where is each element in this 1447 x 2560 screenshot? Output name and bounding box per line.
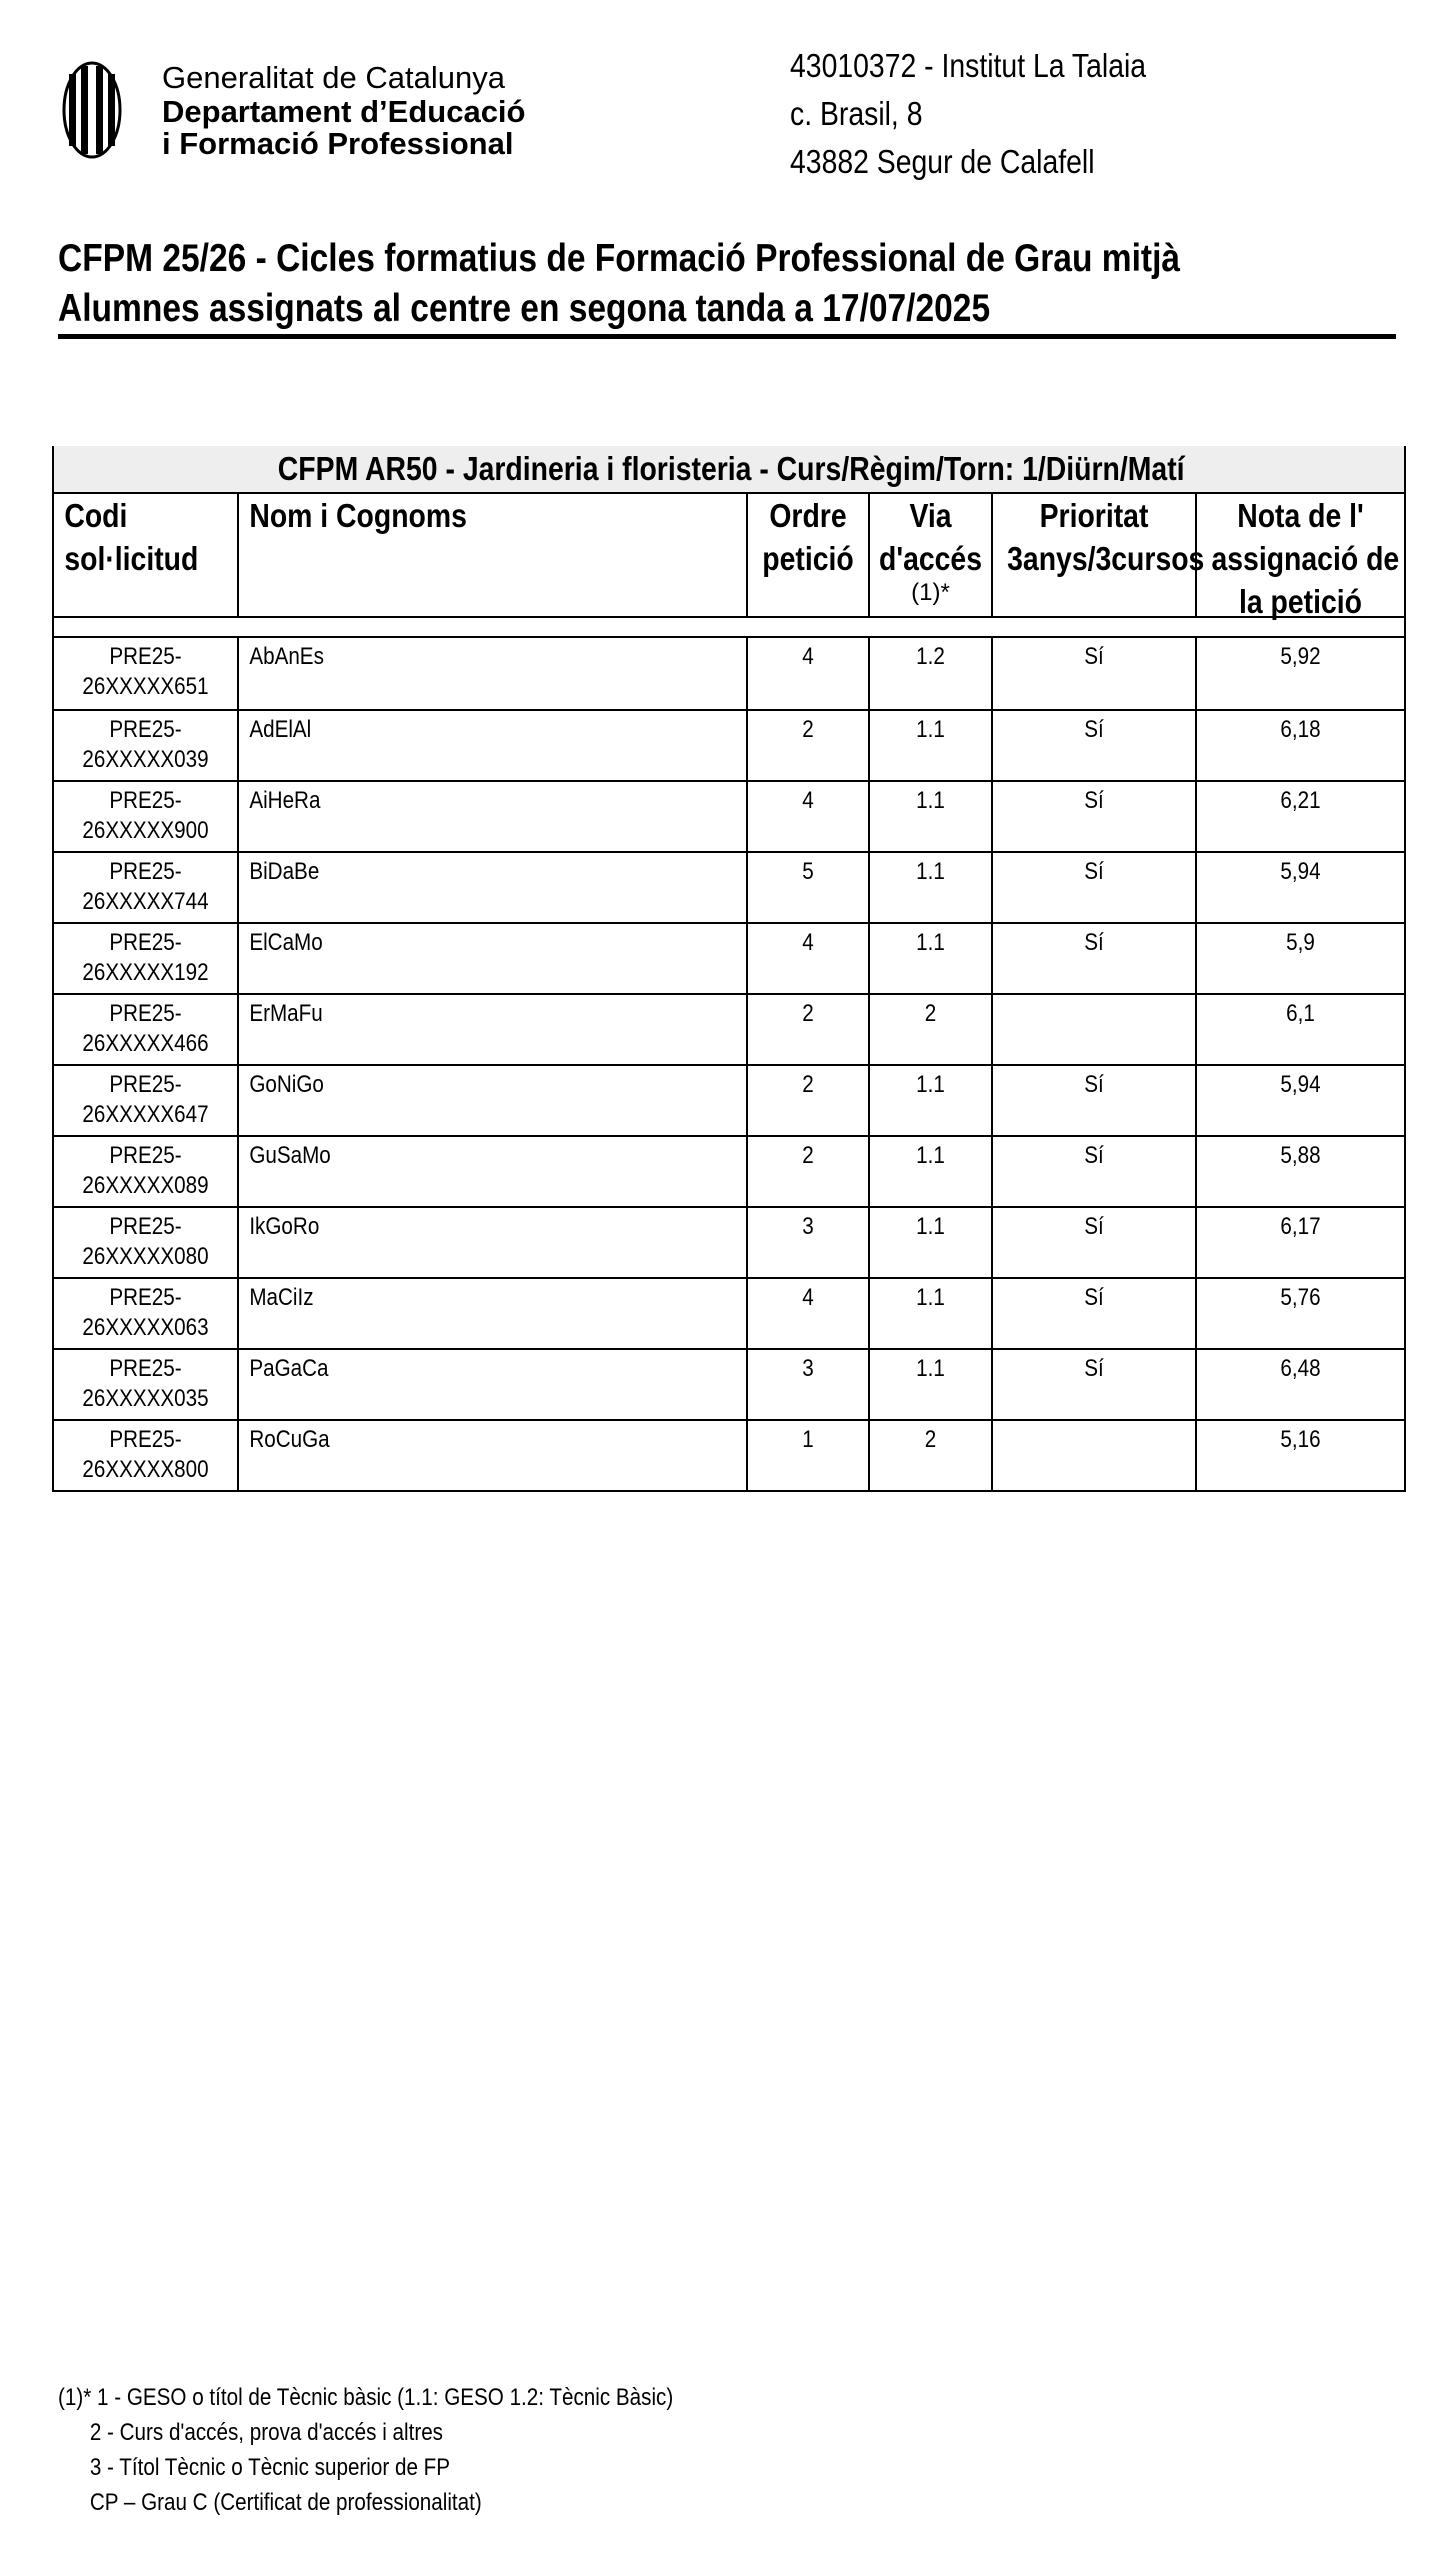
cell-priority: Sí (991, 924, 1195, 993)
cell-grade: 5,16 (1195, 1421, 1404, 1490)
cell-grade: 5,9 (1195, 924, 1404, 993)
footnote (58, 2380, 673, 2520)
cell-grade: 5,88 (1195, 1137, 1404, 1206)
table-row (54, 851, 1404, 922)
table-row (54, 1419, 1404, 1490)
org-line-3: i Formació Professional (162, 126, 514, 161)
cell-grade: 6,48 (1195, 1350, 1404, 1419)
cell-order: 4 (746, 1279, 868, 1348)
cell-code: PRE25- 26XXXXX647 (82, 1071, 209, 1128)
cell-order: 1 (746, 1421, 868, 1490)
cell-code: PRE25- 26XXXXX744 (82, 858, 209, 915)
cell-access-route: 1.1 (868, 1066, 991, 1135)
cell-code: PRE25- 26XXXXX080 (82, 1213, 209, 1270)
title-line-1: CFPM 25/26 - Cicles formatius de Formació Professional de Grau mitjà (58, 237, 1181, 280)
footnote-ref: (1)* (911, 579, 950, 606)
cell-name: BiDaBe (237, 853, 746, 922)
cell-name: MaCiIz (237, 1279, 746, 1348)
table-row (54, 1135, 1404, 1206)
col-header-name: Nom i Cognoms (237, 494, 746, 616)
cell-grade: 5,94 (1195, 1066, 1404, 1135)
cell-name: GoNiGo (237, 1066, 746, 1135)
table-row (54, 1348, 1404, 1419)
cell-priority (991, 995, 1195, 1064)
cell-grade: 5,94 (1195, 853, 1404, 922)
cell-name: AbAnEs (237, 638, 746, 709)
cell-code: PRE25- 26XXXXX063 (82, 1284, 209, 1341)
table-row (54, 1064, 1404, 1135)
cell-access-route: 1.1 (868, 782, 991, 851)
cell-access-route: 1.1 (868, 1279, 991, 1348)
cell-access-route: 1.1 (868, 1350, 991, 1419)
cell-name: PaGaCa (237, 1350, 746, 1419)
cell-priority: Sí (991, 1137, 1195, 1206)
table-body (52, 636, 1406, 1492)
cell-priority: Sí (991, 1350, 1195, 1419)
address-line: 43882 Segur de Calafell (790, 143, 1095, 180)
org-line-1: Generalitat de Catalunya (162, 60, 505, 95)
title-line-2: Alumnes assignats al centre en segona tanda a 17/07/2025 (58, 287, 991, 330)
header-spacer (52, 618, 1406, 636)
cell-priority: Sí (991, 782, 1195, 851)
table-row (54, 993, 1404, 1064)
cell-code: PRE25- 26XXXXX466 (82, 1000, 209, 1057)
cell-name: AiHeRa (237, 782, 746, 851)
cell-grade: 5,76 (1195, 1279, 1404, 1348)
cell-priority: Sí (991, 1279, 1195, 1348)
cell-name: RoCuGa (237, 1421, 746, 1490)
organization-name (162, 62, 525, 160)
col-header-priority: Prioritat 3anys/3cursos (991, 494, 1195, 616)
table-header (52, 492, 1406, 618)
school-address (790, 42, 1146, 186)
generalitat-logo-icon (62, 60, 122, 160)
cell-grade: 6,17 (1195, 1208, 1404, 1277)
cell-name: GuSaMo (237, 1137, 746, 1206)
table-row (54, 709, 1404, 780)
table-row (54, 922, 1404, 993)
document-title (58, 234, 1210, 334)
group-label: CFPM AR50 - Jardineria i floristeria - Curs/Règim/Torn: 1/Diürn/Matí (277, 450, 1185, 487)
cell-access-route: 1.1 (868, 924, 991, 993)
cell-order: 3 (746, 1350, 868, 1419)
title-divider (58, 334, 1396, 339)
footnote-line: CP – Grau C (Certificat de professionalitat) (89, 2489, 482, 2516)
cell-code: PRE25- 26XXXXX651 (82, 643, 209, 700)
address-line: 43010372 - Institut La Talaia (790, 47, 1147, 84)
address-line: c. Brasil, 8 (790, 95, 923, 132)
cell-access-route: 1.1 (868, 1137, 991, 1206)
cell-name: AdElAl (237, 711, 746, 780)
cell-order: 4 (746, 638, 868, 709)
cell-code: PRE25- 26XXXXX800 (82, 1426, 209, 1483)
cell-grade: 6,18 (1195, 711, 1404, 780)
group-header (52, 446, 1406, 492)
cell-priority: Sí (991, 711, 1195, 780)
cell-grade: 6,21 (1195, 782, 1404, 851)
footnote-line: (1)* 1 - GESO o títol de Tècnic bàsic (1.1: GESO 1.2: Tècnic Bàsic) (58, 2384, 674, 2411)
footnote-line: 3 - Títol Tècnic o Tècnic superior de FP (89, 2454, 451, 2481)
table-row (54, 1206, 1404, 1277)
cell-access-route: 1.1 (868, 711, 991, 780)
footnote-line: 2 - Curs d'accés, prova d'accés i altres (89, 2419, 443, 2446)
col-header-access-route: Via d'accés (1)* (868, 494, 991, 616)
cell-order: 2 (746, 1066, 868, 1135)
cell-name: IkGoRo (237, 1208, 746, 1277)
table-row (54, 1277, 1404, 1348)
cell-order: 3 (746, 1208, 868, 1277)
cell-order: 4 (746, 924, 868, 993)
cell-order: 2 (746, 1137, 868, 1206)
cell-code: PRE25- 26XXXXX039 (82, 716, 209, 773)
table-row (54, 780, 1404, 851)
cell-grade: 6,1 (1195, 995, 1404, 1064)
cell-order: 2 (746, 995, 868, 1064)
cell-code: PRE25- 26XXXXX192 (82, 929, 209, 986)
table-row (54, 638, 1404, 709)
col-header-code: Codi sol·licitud (64, 497, 199, 577)
cell-order: 5 (746, 853, 868, 922)
cell-name: ElCaMo (237, 924, 746, 993)
cell-name: ErMaFu (237, 995, 746, 1064)
col-header-order: Ordre petició (746, 494, 868, 616)
org-line-2: Departament d’Educació (162, 94, 526, 129)
cell-access-route: 1.1 (868, 1208, 991, 1277)
cell-code: PRE25- 26XXXXX035 (82, 1355, 209, 1412)
cell-order: 2 (746, 711, 868, 780)
cell-priority (991, 1421, 1195, 1490)
col-header-grade: Nota de l' assignació de la petició (1195, 494, 1404, 616)
cell-priority: Sí (991, 1066, 1195, 1135)
cell-code: PRE25- 26XXXXX089 (82, 1142, 209, 1199)
cell-access-route: 2 (868, 995, 991, 1064)
cell-grade: 5,92 (1195, 638, 1404, 709)
cell-priority: Sí (991, 1208, 1195, 1277)
cell-code: PRE25- 26XXXXX900 (82, 787, 209, 844)
cell-access-route: 1.2 (868, 638, 991, 709)
cell-priority: Sí (991, 638, 1195, 709)
cell-access-route: 2 (868, 1421, 991, 1490)
cell-priority: Sí (991, 853, 1195, 922)
cell-order: 4 (746, 782, 868, 851)
cell-access-route: 1.1 (868, 853, 991, 922)
